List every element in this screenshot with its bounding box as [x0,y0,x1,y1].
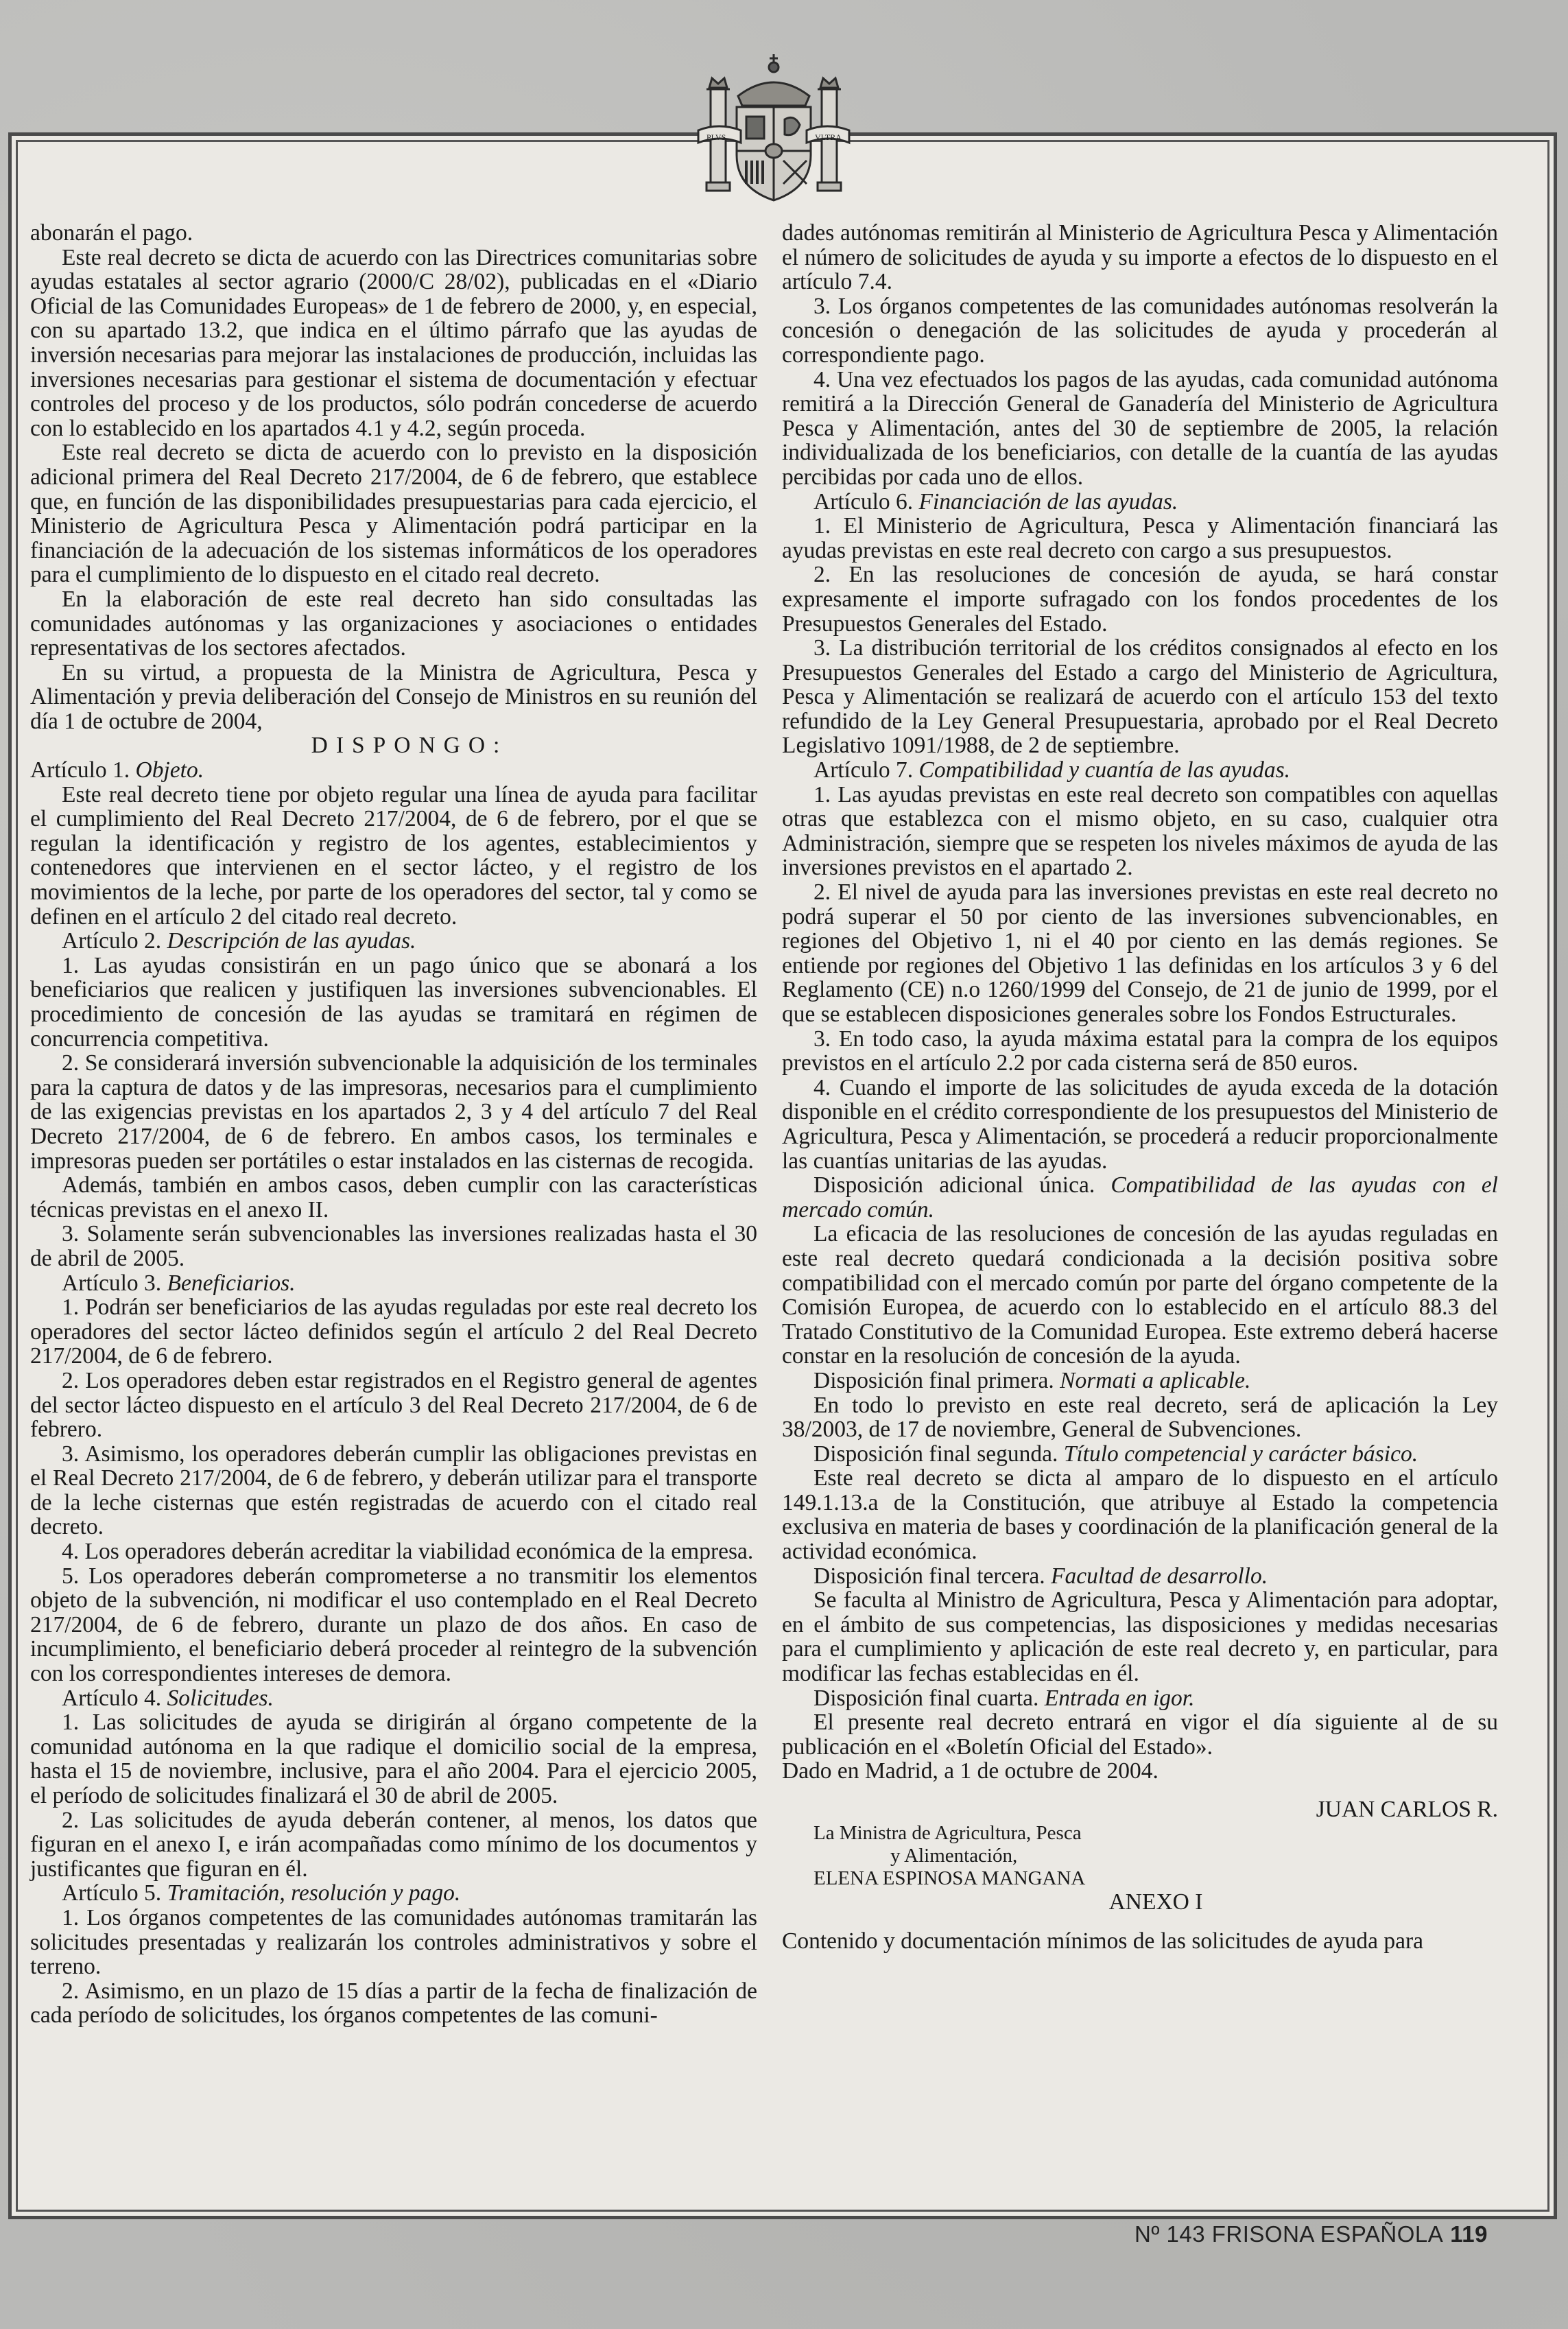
article-1-number: Artículo 1. [30,757,130,783]
dated-line: Dado en Madrid, a 1 de octubre de 2004. [782,1758,1159,1784]
left-column [30,221,757,2028]
final-provision-3-title: Facultad de desarrollo. [1051,1563,1268,1589]
article-5-p2: 2. Asimismo, en un plazo de 15 días a partir de la fecha de finalización de cada período de solicitudes, los órganos competentes de las comuni- [30,1978,757,2029]
final-provision-2-number: Disposición final segunda. [813,1441,1058,1467]
right-column [782,221,1498,1954]
article-3-heading [30,1271,757,1296]
dispongo-heading: DISPONGO: [311,733,508,759]
article-7-p3: 3. En todo caso, la ayuda máxima estatal para la compra de los equipos previstos en el artículo 2.2 por cada cisterna será de 850 euros. [782,1026,1498,1076]
article-6-title: Financiación de las ayudas. [918,488,1178,515]
final-provision-4-heading [782,1686,1498,1711]
article-7-number: Artículo 7. [813,757,914,783]
article-3-p5: 5. Los operadores deberán comprometerse a no transmitir los elementos objeto de la subvención, ni modificar el uso contemplado en el Real Decreto 217/2004, de 6 de febrero, durante un plazo de dos años. En caso de incumplimiento, el beneficiario deberá proceder al reintegro de la subvención con los correspondientes intereses de demora. [30,1563,757,1687]
article-3-p2: 2. Los operadores deben estar registrados en el Registro general de agentes del sector lácteo dispuesto en el artículo 3 del Real Decreto 217/2004, de 6 de febrero. [30,1367,757,1443]
article-2-title: Descripción de las ayudas. [167,928,416,954]
article-3-p1: 1. Podrán ser beneficiarios de las ayudas reguladas por este real decreto los operadores del sector lácteo definidos según el artículo 2 del Real Decreto 217/2004, de 6 de febrero. [30,1294,757,1369]
article-7-p4: 4. Cuando el importe de las solicitudes de ayuda exceda de la dotación disponible en el crédito correspondiente de los presupuestos del Ministerio de Agricultura, Pesca y Alimentación, se procederá a reducir proporcionalmente las cuantías unitarias de las ayudas. [782,1074,1498,1174]
additional-provision-heading [782,1173,1498,1222]
right-p1: 3. Los órganos competentes de las comunidades autónomas resolverán la concesión o denegación de las solicitudes de ayuda y procederán al correspondiente pago. [782,293,1498,368]
article-6-p3: 3. La distribución territorial de los créditos consignados al efecto en los Presupuestos Generales del Estado a cargo del Ministerio de Agricultura, Pesca y Alimentación se realizará de acuerdo con el artículo 153 del texto refundido de la Ley General Presupuestaria, aprobado por el Real Decreto Legislativo 1091/1988, de 2 de septiembre. [782,635,1498,759]
article-2-heading [30,929,757,954]
article-6-heading [782,490,1498,515]
final-provision-3-heading [782,1564,1498,1589]
spanish-coat-of-arms-icon [697,48,851,213]
left-p0: abonarán el pago. [30,220,193,246]
article-3-number: Artículo 3. [62,1270,162,1296]
left-p4: En su virtud, a propuesta de la Ministra de Agricultura, Pesca y Alimentación y previa deliberación del Consejo de Ministros en su reunión del día 1 de octubre de 2004, [30,659,757,734]
article-6-number: Artículo 6. [813,488,914,515]
article-5-p1: 1. Los órganos competentes de las comunidades autónomas tramitarán las solicitudes presentadas y realizarán los controles administrativos y sobre el terreno. [30,1904,757,1980]
ribbon-right-text: VLTRA [815,132,842,142]
final-provision-2-p1: Este real decreto se dicta al amparo de lo dispuesto en el artículo 149.1.13.a de la Constitución, que atribuye al Estado la competencia exclusiva en materia de bases y coordinación de la planificación general de la actividad económica. [782,1465,1498,1565]
article-4-title: Solicitudes. [167,1685,274,1711]
annex-heading: ANEXO I [1108,1889,1203,1915]
article-3-p4: 4. Los operadores deberán acreditar la viabilidad económica de la empresa. [62,1539,754,1565]
article-6-p2: 2. En las resoluciones de concesión de ayuda, se hará constar expresamente el importe sufragado con los fondos procedentes de los Presupuestos Generales del Estado. [782,562,1498,637]
additional-provision-p1: La eficacia de las resoluciones de concesión de las ayudas reguladas en este real decreto quedará condicionada a la decisión positiva sobre compatibilidad con el mercado común por parte del órgano competente de la Comisión Europea, de acuerdo con lo establecido en el artículo 88.3 del Tratado Constitutivo de la Comunidad Europea. Este extremo deberá hacerse constar en la resolución de concesión de la ayuda. [782,1221,1498,1369]
article-2-p1: 1. Las ayudas consistirán en un pago único que se abonará a los beneficiarios que realicen y justifiquen las inversiones subvencionables. El procedimiento de concesión de las ayudas se tramitará en régimen de concurrencia competitiva. [30,952,757,1052]
annex-p1: Contenido y documentación mínimos de las solicitudes de ayuda para [782,1928,1423,1954]
article-4-number: Artículo 4. [62,1685,162,1711]
left-p1: Este real decreto se dicta de acuerdo con las Directrices comunitarias sobre ayudas estatales al sector agrario (2000/C 28/02), publicadas en el «Diario Oficial de las Comunidades Europeas» de 1 de febrero de 2000, y, en especial, con su apartado 13.2, que indica en el último párrafo que las ayudas de inversión necesarias para mejorar las instalaciones de producción, incluidas las inversiones necesarias para gestionar el sistema de documentación y efectuar controles del proceso y de los productos, sólo podrán concederse de acuerdo con lo establecido en los apartados 4.1 y 4.2, según proceda. [30,244,757,441]
page-footer [1135,2221,1488,2247]
article-5-heading [30,1881,757,1906]
article-4-p2: 2. Las solicitudes de ayuda deberán contener, al menos, los datos que figuran en el anexo I, e irán acompañadas como mínimo de los documentos y justificantes que figuran en él. [30,1807,757,1882]
article-5-number: Artículo 5. [62,1880,162,1906]
article-3-title: Beneficiarios. [167,1270,296,1296]
article-2-p4: 3. Solamente serán subvencionables las inversiones realizadas hasta el 30 de abril de 2005. [30,1221,757,1271]
left-p3: En la elaboración de este real decreto han sido consultadas las comunidades autónomas y las organizaciones y asociaciones o entidades representativas de los sectores afectados. [30,586,757,661]
page-number: 119 [1450,2221,1488,2247]
article-1-heading [30,758,757,783]
final-provision-3-number: Disposición final tercera. [813,1563,1045,1589]
article-7-p1: 1. Las ayudas previstas en este real decreto son compatibles con aquellas otras que establezca con el mismo objeto, en su caso, cualquier otra Administración, siempre que se respeten los niveles máximos de ayuda de las inversiones previstos en el apartado 2. [782,781,1498,881]
article-7-p2: 2. El nivel de ayuda para las inversiones previstas en este real decreto no podrá superar el 50 por ciento de las inversiones subvencionables, en regiones del Objetivo 1, ni el 40 por ciento en las demás regiones. Se entiende por regiones del Objetivo 1 las definidas en los artículos 3 y 6 del Reglamento (CE) n.o 1260/1999 del Consejo, de 21 de junio de 1999, por el que se establecen disposiciones generales sobre los Fondos Estructurales. [782,879,1498,1027]
article-4-heading [30,1686,757,1711]
minister-name: ELENA ESPINOSA MANGANA [813,1867,1086,1889]
additional-provision-number: Disposición adicional única. [813,1172,1095,1198]
final-provision-2-heading [782,1442,1498,1467]
final-provision-1-p1: En todo lo previsto en este real decreto, será de aplicación la Ley 38/2003, de 17 de noviembre, General de Subvenciones. [782,1392,1498,1443]
article-3-p3: 3. Asimismo, los operadores deberán cumplir las obligaciones previstas en el Real Decreto 217/2004, de 6 de febrero, y deberán utilizar para el transporte de la leche cisternas que estén registradas de acuerdo con el citado real decreto. [30,1441,757,1540]
article-7-title: Compatibilidad y cuantía de las ayudas. [918,757,1291,783]
article-2-p3: Además, también en ambos casos, deben cumplir con las características técnicas previstas en el anexo II. [30,1172,757,1222]
final-provision-1-title: Normati a aplicable. [1060,1367,1251,1393]
final-provision-4-title: Entrada en igor. [1044,1685,1195,1711]
article-1-title: Objeto. [135,757,204,783]
minister-line-1: La Ministra de Agricultura, Pesca [813,1821,1082,1844]
minister-signature-block [782,1822,1498,1890]
ribbon-left-text: PLVS [706,132,726,142]
final-provision-4-p1: El presente real decreto entrará en vigor el día siguiente al de su publicación en el «Boletín Oficial del Estado». [782,1710,1498,1760]
article-4-p1: 1. Las solicitudes de ayuda se dirigirán al órgano competente de la comunidad autónoma en la que radique el domicilio social de la empresa, hasta el 15 de noviembre, inclusive, para el año 2004. Para el ejercicio 2005, el período de solicitudes finalizará el 30 de abril de 2005. [30,1710,757,1808]
article-7-heading [782,758,1498,783]
article-5-title: Tramitación, resolución y pago. [167,1880,461,1906]
issue-label: Nº 143 FRISONA ESPAÑOLA [1134,2221,1444,2247]
article-2-number: Artículo 2. [62,928,162,954]
minister-line-2: y Alimentación, [890,1844,1018,1867]
final-provision-1-heading [782,1369,1498,1393]
right-p2: 4. Una vez efectuados los pagos de las ayudas, cada comunidad autónoma remitirá a la Dirección General de Ganadería del Ministerio de Agricultura Pesca y Alimentación, antes del 30 de septiembre de 2005, la relación individualizada de los beneficiarios, con detalle de la cuantía de las ayudas percibidas por cada uno de ellos. [782,366,1498,490]
article-2-p2: 2. Se considerará inversión subvencionable la adquisición de los terminales para la captura de datos y de las impresoras, necesarios para el cumplimiento de las exigencias previstas en los apartados 2, 3 y 4 del artículo 7 del Real Decreto 217/2004, de 6 de febrero. En ambos casos, los terminales e impresoras pueden ser portátiles o estar instalados en las cisternas de recogida. [30,1050,757,1174]
final-provision-3-p1: Se faculta al Ministro de Agricultura, Pesca y Alimentación para adoptar, en el ámbito de sus competencias, las disposiciones y medidas necesarias para el cumplimiento y aplicación de este real decreto y, en particular, para modificar las fechas establecidas en él. [782,1587,1498,1687]
article-6-p1: 1. El Ministerio de Agricultura, Pesca y Alimentación financiará las ayudas previstas en este real decreto con cargo a sus presupuestos. [782,513,1498,563]
final-provision-1-number: Disposición final primera. [813,1367,1054,1393]
right-p0: dades autónomas remitirán al Ministerio de Agricultura Pesca y Alimentación el número de solicitudes de ayuda y su importe a efectos de lo dispuesto en el artículo 7.4. [782,220,1498,295]
additional-provision-title: Compatibilidad de las ayudas con el mercado común. [782,1172,1498,1222]
king-signature: JUAN CARLOS R. [1316,1797,1498,1822]
article-1-p1: Este real decreto tiene por objeto regular una línea de ayuda para facilitar el cumplimiento del Real Decreto 217/2004, de 6 de febrero, por el que se regulan la identificación y registro de los agentes, establecimientos y contenedores que intervienen en el sector lácteo, y el registro de los movimientos de la leche, por parte de los operadores del sector, tal y como se definen en el artículo 2 del citado real decreto. [30,781,757,930]
final-provision-2-title: Título competencial y carácter básico. [1063,1441,1418,1467]
left-p2: Este real decreto se dicta de acuerdo con lo previsto en la disposición adicional primera del Real Decreto 217/2004, de 6 de febrero, que establece que, en función de las disponibilidades presupuestarias para cada ejercicio, el Ministerio de Agricultura Pesca y Alimentación podrá participar en la financiación de la adecuación de los sistemas informáticos de los operadores para el cumplimiento de lo dispuesto en el citado real decreto. [30,440,757,588]
final-provision-4-number: Disposición final cuarta. [813,1685,1039,1711]
